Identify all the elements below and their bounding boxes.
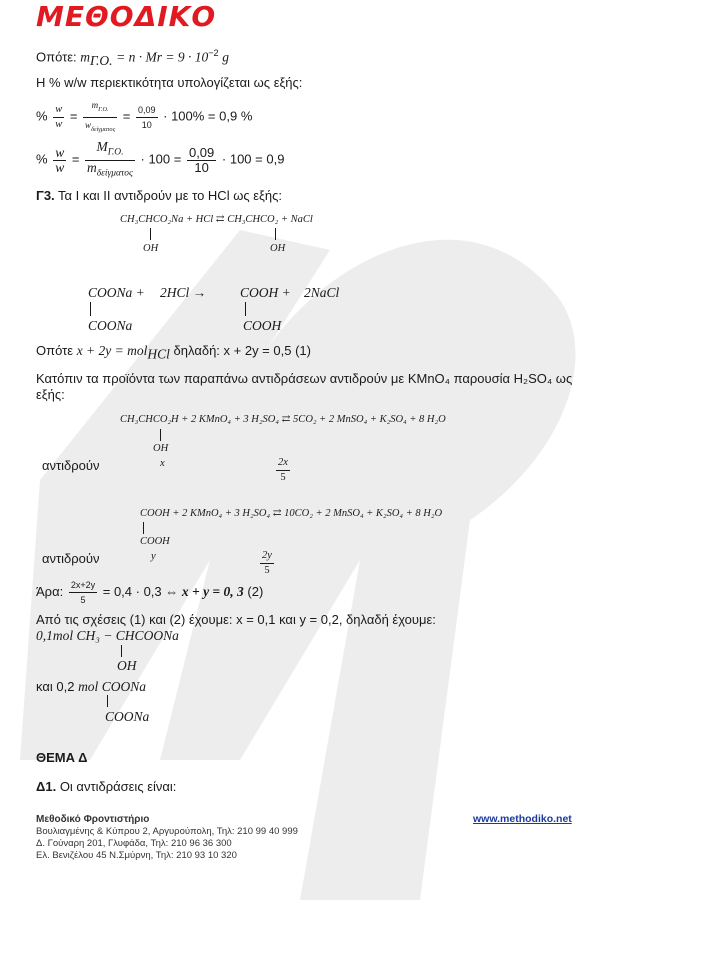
d1-label: Δ1. xyxy=(36,779,57,794)
w-den: w xyxy=(85,119,92,130)
w-den-sub: δείγματος xyxy=(91,125,116,133)
ara-frac-num: 2x+2y xyxy=(69,578,97,593)
reaction-3-x: x xyxy=(160,458,165,469)
reaction-4: COOH + 2 KMnO₄ + 3 H₂SO₄ ⇄ 10CO₂ + 2 MnSO₄ + K₂SO₄ + 8 H₂O xyxy=(140,508,443,519)
ara-result: x + y = 0, 3 xyxy=(181,583,244,599)
mol-product-1: 0,1mol CH₃ − CHCOONa xyxy=(36,628,179,643)
website-link[interactable]: www.methodiko.net xyxy=(473,813,572,825)
bond-line xyxy=(150,228,151,240)
g3-label: Γ3. xyxy=(36,188,55,203)
katopin-line-2: εξής: xyxy=(36,387,65,402)
mass-ratio-fraction xyxy=(83,98,117,137)
reaction-3: CH₃CHCO₂H + 2 KMnO₄ + 3 H₂SO₄ ⇄ 5CO₂ + 2 MnSO₄ + K₂SO₄ + 8 H₂O xyxy=(120,414,446,425)
value-num: 0,09 xyxy=(136,103,158,118)
M-sub: Γ.Ο. xyxy=(107,147,124,158)
percent-intro: Η % w/w περιεκτικότητα υπολογίζεται ως εξής: xyxy=(36,75,303,90)
footer-name: Μεθοδικό Φροντιστήριο xyxy=(36,814,150,825)
footer-address-2: Δ. Γούναρη 201, Γλυφάδα, Τηλ: 210 96 36 300 xyxy=(36,838,232,849)
apo-line: Από τις σχέσεις (1) και (2) έχουμε: x = 0,1 και y = 0,2, δηλαδή έχουμε: xyxy=(36,612,436,627)
M-ratio-fraction xyxy=(85,140,135,180)
mol2-formula: mol COONa xyxy=(78,679,146,694)
mass-equation: = n · Mr = 9 · 10 xyxy=(116,49,209,65)
m-den: m xyxy=(87,159,97,175)
value-den: 10 xyxy=(141,119,152,130)
value-fraction-2 xyxy=(187,146,216,175)
g3-text: Τα Ι και ΙΙ αντιδρούν με το HCl ως εξής: xyxy=(58,188,282,203)
reaction-4-bottom: COOH xyxy=(140,536,170,547)
reaction-3-oh: OH xyxy=(153,443,169,454)
react-label-1: αντιδρούν xyxy=(42,458,100,473)
ara-frac-den: 5 xyxy=(80,595,86,605)
katopin-line-1: Κατόπιν τα προϊόντα των παραπάνω αντιδράσεων αντιδρούν με KMnO₄ παρουσία H₂SO₄ ως xyxy=(36,371,573,386)
reaction-1-oh-right: OH xyxy=(270,243,286,254)
bond-line xyxy=(90,302,91,316)
mol-subscript: HCl xyxy=(147,346,170,362)
rx3-frac-num: 2x xyxy=(276,456,290,471)
ww-num: w xyxy=(53,103,64,118)
reaction-3-fraction xyxy=(274,456,292,485)
mol-line xyxy=(36,343,311,363)
bond-line xyxy=(143,522,144,534)
footer-address-1: Βουλιαγμένης & Κύπρου 2, Αργυρούπολη, Τηλ: 210 99 40 999 xyxy=(36,826,298,837)
footer-address-3: Ελ. Βενιζέλου 45 Ν.Σμύρνη, Τηλ: 210 93 10 320 xyxy=(36,850,237,861)
percent-formula-2: % $\frac{w}{w}$ = $\frac{M_{\Gamma.O.}}{m_{\delta\varepsilon ί\gamma\mu\alpha\tau o\varsigma}}$ · 100 = $\frac{0,09}{10}$ · 100 = 0,9 xyxy=(36,139,285,179)
mol-product-2-bottom: COONa xyxy=(105,709,150,724)
reaction-2-nacl: 2NaCl xyxy=(304,285,340,300)
reaction-4-y: y xyxy=(151,551,156,562)
bond-line xyxy=(275,228,276,240)
footer xyxy=(36,814,298,862)
mol-product-2 xyxy=(36,679,146,695)
mol-equation: x + 2y = mol xyxy=(76,343,148,358)
bond-line xyxy=(245,302,246,316)
mol-product-1-oh: OH xyxy=(117,658,137,673)
value-den-2: 10 xyxy=(194,159,209,175)
reaction-1: CH₃CHCO₂Na + HCl ⇄ CH₃CHCO₂ + NaCl xyxy=(120,214,313,225)
reaction-2-hcl: 2HCl → xyxy=(160,285,207,300)
ww-fraction-2 xyxy=(53,146,66,175)
ww-den-2: w xyxy=(55,159,65,175)
percent2-mid: · 100 = xyxy=(140,151,182,167)
ara-fraction xyxy=(69,578,97,607)
ww-fraction xyxy=(53,103,64,132)
d1-text: Οι αντιδράσεις είναι: xyxy=(59,779,177,794)
ww-den: w xyxy=(55,118,63,130)
mass-label: Οπότε: xyxy=(36,49,77,65)
M-num: M xyxy=(96,139,108,154)
m-den-sub: δείγματος xyxy=(96,168,133,179)
rx4-frac-num: 2y xyxy=(260,549,274,564)
value-fraction xyxy=(136,103,158,132)
rx4-frac-den: 5 xyxy=(264,565,270,576)
reaction-1-oh-left: OH xyxy=(143,243,159,254)
mass-line xyxy=(36,45,229,69)
mol-tail: δηλαδή: x + 2y = 0,5 (1) xyxy=(173,343,311,358)
reaction-2-bottom-left: COONa xyxy=(88,318,133,333)
reaction-2-right: COOH + xyxy=(240,285,291,300)
percent-formula-1: % $\frac{w}{w}$ = $\frac{m_{\Gamma.O.}}{w_{\delta\varepsilon ί\gamma\mu\alpha\tau o\varsigma}}$ = $\frac{0,09}{10}$ · 100% = 0,9 % xyxy=(36,98,252,137)
d1-line xyxy=(36,779,176,795)
reaction-4-fraction xyxy=(258,549,276,578)
ara-label: Άρα: xyxy=(36,583,64,599)
percent-sign-2: % xyxy=(36,151,48,167)
percent1-result: · 100% = 0,9 % xyxy=(163,108,253,124)
ara-tail: (2) xyxy=(247,583,264,599)
section-heading: ΘΕΜΑ Δ xyxy=(36,750,88,765)
rx3-frac-den: 5 xyxy=(280,472,286,483)
mass-unit: g xyxy=(222,49,229,65)
value-num-2: 0,09 xyxy=(188,144,215,160)
brand-logo: ΜΕΘΟΔΙΚΟ xyxy=(36,0,217,33)
mass-exponent: −2 xyxy=(208,48,219,58)
bond-line xyxy=(107,695,108,707)
g3-line xyxy=(36,188,282,204)
bond-line xyxy=(160,429,161,441)
percent2-result: · 100 = 0,9 xyxy=(221,151,285,167)
mgo-sub: Γ.Ο. xyxy=(98,105,109,113)
mol2-prefix: και 0,2 xyxy=(36,679,75,694)
ara-line xyxy=(36,578,263,607)
mass-subscript: Γ.Ο. xyxy=(90,52,113,68)
bond-line xyxy=(121,645,122,657)
reaction-2-bottom-right: COOH xyxy=(243,318,282,333)
percent-sign: % xyxy=(36,108,48,124)
mgo-num: m xyxy=(91,100,99,110)
reaction-2-left: COONa + xyxy=(88,285,145,300)
mol-label: Οπότε xyxy=(36,343,74,358)
react-label-2: αντιδρούν xyxy=(42,551,100,566)
ara-mid: = 0,4 · 0,3 ⇔ xyxy=(102,583,179,599)
mass-symbol: m xyxy=(80,49,91,65)
ww-num-2: w xyxy=(55,144,65,160)
